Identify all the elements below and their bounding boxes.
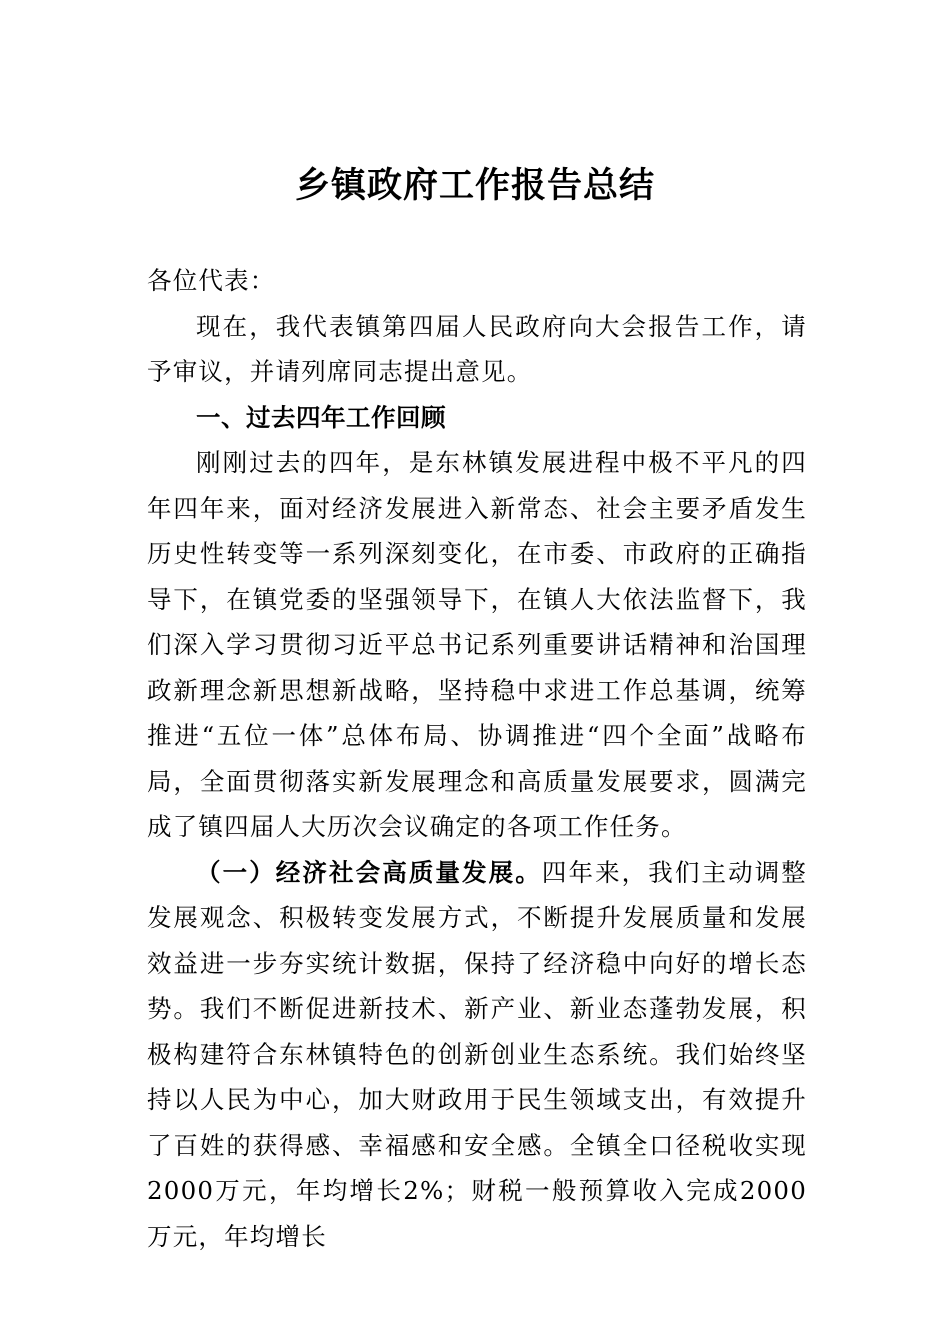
opening-paragraph: 现在，我代表镇第四届人民政府向大会报告工作，请予审议，并请列席同志提出意见。 [147, 311, 807, 386]
review-paragraph: 刚刚过去的四年，是东林镇发展进程中极不平凡的四年四年来，面对经济发展进入新常态、社会主要矛盾发生历史性转变等一系列深刻变化，在市委、市政府的正确指导下，在镇党委的坚强领导下，在镇人大依法监督下，我们深入学习贯彻习近平总书记系列重要讲话精神和治国理政新理念新思想新战略，坚持稳中求进工作总基调，统筹推进“五位一体”总体布局、协调推进“四个全面”战略布局，全面贯彻落实新发展理念和高质量发展要求，圆满完成了镇四届人大历次会议确定的各项工作任务。 [147, 448, 807, 841]
document-title: 乡镇政府工作报告总结 [294, 165, 655, 206]
subsection-heading: （一）经济社会高质量发展。 [196, 857, 542, 887]
subsection-text: 四年来，我们主动调整发展观念、积极转变发展方式，不断提升发展质量和发展效益进一步夯实统计数据，保持了经济稳中向好的增长态势。我们不断促进新技术、新产业、新业态蓬勃发展，积极构建符合东林镇特色的创新创业生态系统。我们始终坚持以人民为中心，加大财政用于民生领域支出，有效提升了百姓的获得感、幸福感和安全感。全镇全口径税收实现2000万元，年均增长2%；财税一般预算收入完成2000万元，年均增长 [147, 857, 807, 1251]
subsection-paragraph [147, 850, 807, 1260]
document-body [147, 258, 807, 1259]
section-heading: 一、过去四年工作回顾 [196, 402, 446, 432]
salutation: 各位代表： [147, 266, 276, 295]
